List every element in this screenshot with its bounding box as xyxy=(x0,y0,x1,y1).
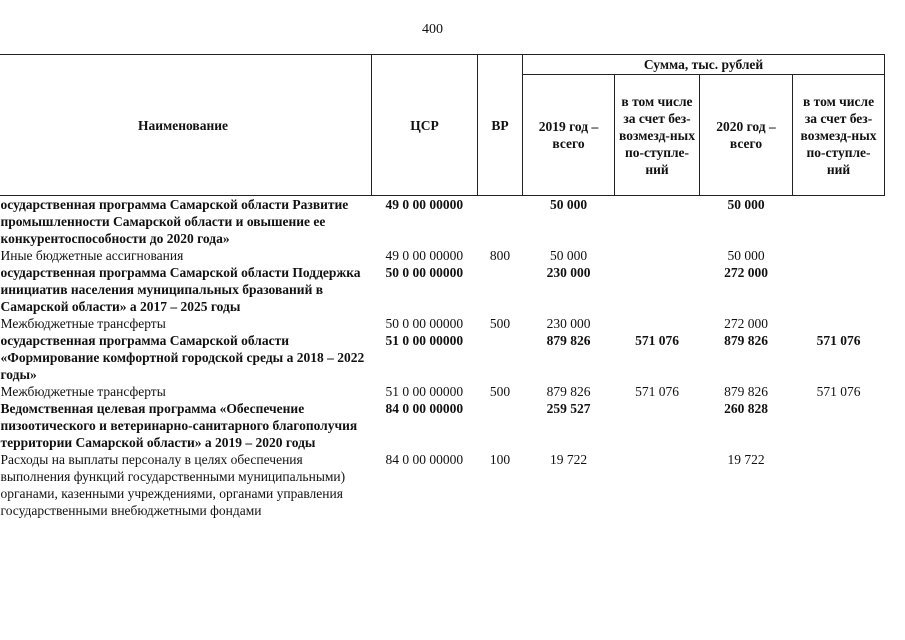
header-2020-total: 2020 год – всего xyxy=(700,75,793,196)
row-csr: 84 0 00 00000 xyxy=(385,401,464,416)
row-name: Расходы на выплаты персоналу в целях обеспечения выполнения функций государственными муниципальными) органами, казенными учреждениями, органами управления государственными внебюджетными фондами xyxy=(0,452,346,518)
row-2019-total: 879 826 xyxy=(546,333,591,348)
header-2019-free: в том числе за счет без-возмезд-ных по-ступле-ний xyxy=(615,75,700,196)
row-csr: 50 0 00 00000 xyxy=(385,265,464,280)
row-name: Межбюджетные трансферты xyxy=(0,316,166,331)
row-2020-free xyxy=(793,315,885,332)
expense-row xyxy=(0,315,885,332)
program-row xyxy=(0,196,885,248)
row-2019-total: 50 000 xyxy=(549,248,588,263)
row-name: Ведомственная целевая программа «Обеспечение пизоотического и ветеринарно-санитарного благополучия территории Самарской области» а 2019 – 2020 годы xyxy=(0,401,358,450)
row-vr: 800 xyxy=(489,248,511,263)
expense-row xyxy=(0,247,885,264)
program-row xyxy=(0,264,885,315)
header-sum-group: Сумма, тыс. рублей xyxy=(523,55,885,75)
row-2020-total: 50 000 xyxy=(727,197,765,212)
row-2019-total: 230 000 xyxy=(546,316,591,331)
row-2020-free xyxy=(793,247,885,264)
row-2019-free xyxy=(615,400,700,451)
header-2020-free: в том числе за счет без-возмезд-ных по-ступле-ний xyxy=(793,75,885,196)
row-2020-free xyxy=(793,451,885,519)
row-2020-total: 272 000 xyxy=(724,316,768,331)
row-vr xyxy=(478,264,523,315)
row-csr: 49 0 00 00000 xyxy=(385,197,464,212)
row-csr: 51 0 00 00000 xyxy=(385,333,464,348)
row-2020-free: 571 076 xyxy=(816,384,861,399)
row-name: осударственная программа Самарской области «Формирование комфортной городской среды а 2018 – 2022 годы» xyxy=(0,333,365,382)
row-2020-total: 19 722 xyxy=(727,452,765,467)
row-vr xyxy=(478,196,523,248)
row-2019-free xyxy=(615,264,700,315)
row-2019-total: 230 000 xyxy=(546,265,591,280)
row-2019-free: 571 076 xyxy=(635,333,679,348)
row-2020-free xyxy=(793,196,885,248)
header-name: Наименование xyxy=(0,55,372,196)
header-2019-total: 2019 год – всего xyxy=(523,75,615,196)
row-2020-total: 879 826 xyxy=(724,333,768,348)
program-row xyxy=(0,400,885,451)
row-2019-total: 19 722 xyxy=(549,452,588,467)
program-row xyxy=(0,332,885,383)
row-vr: 500 xyxy=(489,384,511,399)
table-header xyxy=(0,55,885,196)
row-2020-free xyxy=(793,400,885,451)
header-csr: ЦСР xyxy=(372,55,478,196)
row-2019-free: 571 076 xyxy=(635,384,679,399)
row-csr: 49 0 00 00000 xyxy=(385,248,464,263)
page-number: 400 xyxy=(422,22,443,37)
row-2020-total: 50 000 xyxy=(727,248,765,263)
row-vr xyxy=(478,332,523,383)
table-body xyxy=(0,196,885,520)
row-2019-free xyxy=(615,196,700,248)
row-vr: 100 xyxy=(489,452,511,467)
row-2020-free: 571 076 xyxy=(816,333,861,348)
row-2020-total: 879 826 xyxy=(724,384,768,399)
row-2020-total: 272 000 xyxy=(724,265,768,280)
row-2020-free xyxy=(793,264,885,315)
row-name: осударственная программа Самарской области Поддержка инициатив населения муниципальных бразований в Самарской области» а 2017 – 2025 годы xyxy=(0,265,361,314)
row-csr: 50 0 00 00000 xyxy=(385,316,464,331)
budget-table-wrapper xyxy=(0,54,884,519)
row-csr: 84 0 00 00000 xyxy=(385,452,464,467)
row-name: Межбюджетные трансферты xyxy=(0,384,166,399)
row-csr: 51 0 00 00000 xyxy=(385,384,464,399)
row-2019-free xyxy=(615,315,700,332)
row-vr: 500 xyxy=(489,316,511,331)
expense-row xyxy=(0,383,885,400)
row-2019-total: 259 527 xyxy=(546,401,591,416)
row-2019-free xyxy=(615,247,700,264)
row-2020-total: 260 828 xyxy=(724,401,768,416)
row-2019-total: 879 826 xyxy=(546,384,591,399)
row-name: осударственная программа Самарской области Развитие промышленности Самарской области и овышение ее конкурентоспособности до 2020 года» xyxy=(0,197,349,246)
expense-row xyxy=(0,451,885,519)
budget-table xyxy=(0,54,885,519)
row-2019-free xyxy=(615,451,700,519)
row-name: Иные бюджетные ассигнования xyxy=(0,248,184,263)
row-2019-total: 50 000 xyxy=(549,197,588,212)
header-vr: ВР xyxy=(478,55,523,196)
row-vr xyxy=(478,400,523,451)
